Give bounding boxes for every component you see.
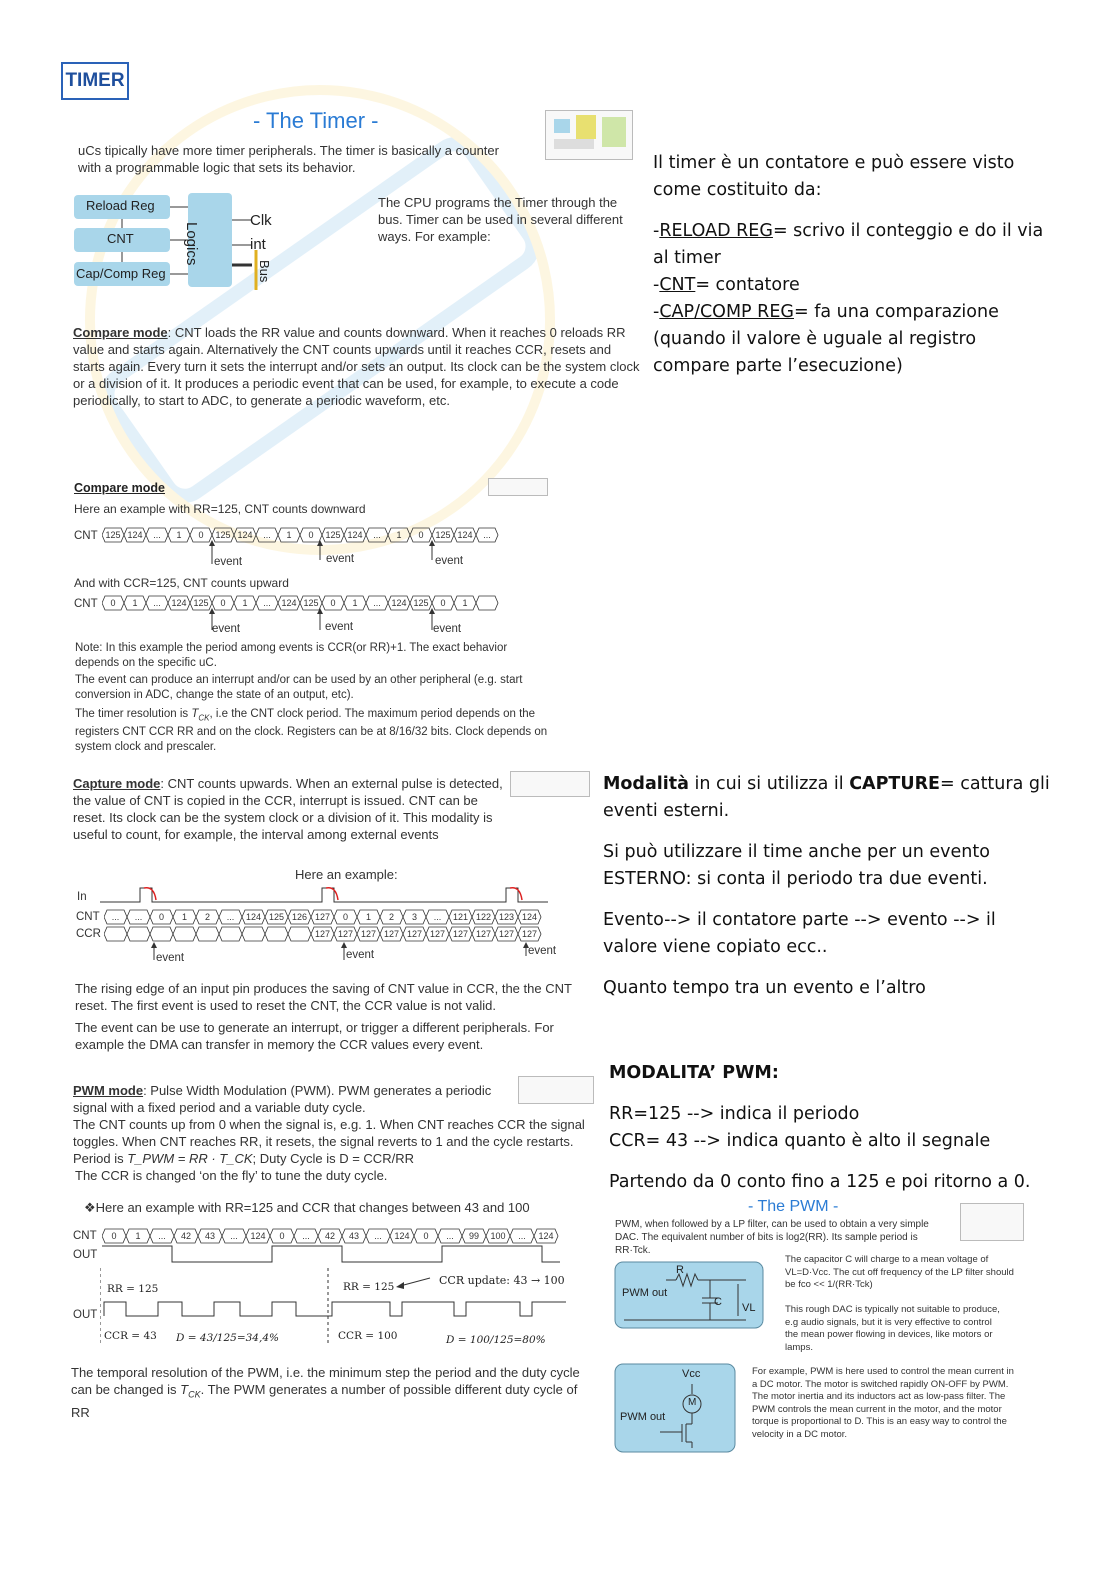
event-label: event <box>212 623 241 635</box>
capture-cnt-value: 126 <box>291 912 308 923</box>
slide-thumbnail <box>545 110 633 160</box>
motor-label: M <box>688 1397 697 1408</box>
rr-label-1: RR = 125 <box>107 1283 159 1295</box>
capture-cnt-value: 2 <box>388 912 395 923</box>
capcomp-label: Cap/Comp Reg <box>76 266 166 281</box>
duty-label-1: D = 43/125=34,4% <box>176 1332 279 1344</box>
capture-ccr-cell <box>265 927 288 941</box>
compare-row1-value: 125 <box>215 530 231 541</box>
compare-row2-value: 0 <box>110 598 116 609</box>
capture-ccr-cell <box>219 927 242 941</box>
compare-row1-value: 0 <box>198 530 204 541</box>
tck-symbol: T <box>191 708 199 720</box>
capture-ccr-label: CCR <box>76 928 101 940</box>
bus-label: Bus <box>257 260 272 283</box>
notes-pwm-l1: RR=125 --> indica il periodo <box>609 1104 860 1124</box>
event-label: event <box>325 621 354 633</box>
pwm-cnt-value: 99 <box>468 1231 480 1242</box>
capture-ccr-cell <box>196 927 219 941</box>
capture-ccr-value: 127 <box>498 929 515 940</box>
ccr-label-1: CCR = 43 <box>104 1330 157 1342</box>
reload-reg-label: Reload Reg <box>86 198 155 213</box>
pwm-mode-label: PWM mode <box>73 1083 144 1098</box>
compare-row2-value: 0 <box>220 598 226 609</box>
tck-subscript: CK <box>198 713 210 723</box>
pwm-cnt-value: 43 <box>348 1231 360 1242</box>
pwm-cnt-value: ... <box>518 1231 526 1242</box>
pwm-cnt-value: 0 <box>111 1231 117 1242</box>
compare-row2-value: 1 <box>132 598 138 609</box>
pwm-mode-text3: The CCR is changed ‘on the fly’ to tune the duty cycle. <box>75 1168 388 1183</box>
event-label: event <box>326 553 355 565</box>
pwm-cnt-value: 100 <box>490 1231 506 1242</box>
capture-ccr-cell <box>127 927 150 941</box>
compare-row1-value: 124 <box>237 530 253 541</box>
capture-ccr-cell <box>104 927 127 941</box>
compare-row2-value: 125 <box>303 598 319 609</box>
ccr-label-2: CCR = 100 <box>338 1330 398 1342</box>
dac-text: This rough DAC is typically not suitable to produce, e.g audio signals, but it is very effective to control the mean power flowing in devices, like motors or lamps. <box>785 1304 1000 1353</box>
capture-ccr-cell <box>288 927 311 941</box>
compare-row1-value: 124 <box>127 530 143 541</box>
notes-capture-p4: Quanto tempo tra un evento e l’altro <box>603 978 926 998</box>
event-label: event <box>433 623 462 635</box>
pwm-example: ❖Here an example with RR=125 and CCR that changes between 43 and 100 <box>84 1200 530 1215</box>
compare-row2-value: 124 <box>171 598 187 609</box>
capture-ccr-value: 127 <box>337 929 354 940</box>
int-label: int <box>250 236 266 253</box>
pwm-cnt-value: 1 <box>135 1231 141 1242</box>
pwm-slide-title: - The PWM - <box>748 1198 839 1215</box>
capture-p2: The event can be use to generate an interrupt, or trigger a different peripherals. For example the DMA can transfer in memory the CCR values every event. <box>75 1020 554 1052</box>
notes-cap-label: CAP/COMP REG <box>659 302 794 322</box>
pwm-cnt-value: 124 <box>538 1231 554 1242</box>
capture-ccr-value: 127 <box>429 929 446 940</box>
capture-ccr-value: 127 <box>383 929 400 940</box>
compare-row2-value: ... <box>373 598 381 609</box>
cnt-label: CNT <box>107 231 134 246</box>
motor-text: For example, PWM is here used to control the mean current in a DC motor. The motor is switched rapidly ON-OFF by PWM. The motor inertia and its inductors act as low-pass filter. The PWM controls the mean current in the motor, and the motor torque is proportional to D. This is an easy way to control the velocity in a DC motor. <box>752 1366 1014 1440</box>
pwm-cnt-value: 42 <box>324 1231 336 1242</box>
notes-capture-p2: Si può utilizzare il time anche per un evento ESTERNO: si conta il periodo tra due eventi. <box>603 842 990 889</box>
compare-row1-value: 1 <box>286 530 292 541</box>
capture-ccr-cell <box>173 927 196 941</box>
compare-row2-value: 124 <box>281 598 297 609</box>
compare-row1-value: ... <box>373 530 381 541</box>
capture-cnt-value: 1 <box>365 912 372 923</box>
capture-ccr-cell <box>242 927 265 941</box>
clk-label: Clk <box>250 212 272 229</box>
notes-capture-bold1: Modalità <box>603 774 689 794</box>
capture-mode-text: : CNT counts upwards. When an external pulse is detected, the value of CNT is copied in the CCR, interrupt is issued. CNT can be reset. Its clock can be the system clock or a division of it. This modality is useful to count, for example, the interval among external events <box>73 776 503 842</box>
duty-formula: ; Duty Cycle is D = CCR/RR <box>252 1151 414 1166</box>
compare-row1-value: ... <box>263 530 271 541</box>
compare-note1: Note: In this example the period among events is CCR(or RR)+1. The exact behavior depends on the specific uC. <box>75 642 508 669</box>
pwm-cnt-value: 124 <box>250 1231 266 1242</box>
compare-row2-value: 1 <box>242 598 248 609</box>
event-label: event <box>346 949 375 961</box>
event-label: event <box>156 952 185 964</box>
compare-row1-value: 125 <box>325 530 341 541</box>
event-label: event <box>528 945 557 957</box>
section-tag: TIMER <box>61 62 129 100</box>
capture-ccr-value: 127 <box>452 929 469 940</box>
pwm-cnt-value: 124 <box>394 1231 410 1242</box>
compare-note3a: The timer resolution is <box>75 708 189 720</box>
event-label: event <box>435 555 464 567</box>
compare-mode-text: : CNT loads the RR value and counts downward. When it reaches 0 reloads RR value and starts again. Alternatively the CNT counts upwards until it reaches CCR, resets and starts again. Every turn it sets the interrupt and/or sets an output. Its clock can be the system clock or a division of it. It produces a periodic event that can be used, for example, to execute a code periodically, to start to ADC, to generate a periodic waveform, etc. <box>73 325 640 408</box>
capture-ccr-value: 127 <box>314 929 331 940</box>
notes-cap-text: = fa una comparazione (quando il valore è uguale al registro compare parte l’esecuzione) <box>653 302 999 376</box>
pwm-mode-text2: The CNT counts up from 0 when the signal is, e.g. 1. When CNT reaches CCR the signal toggles. When CNT reaches RR, it resets, the signal reverts to 1 and the cycle restarts. Period is <box>73 1117 585 1166</box>
compare-row2-label: CNT <box>74 598 98 610</box>
notes-timer-intro: Il timer è un contatore e può essere visto come costituito da: <box>653 153 1015 200</box>
logics-label: Logics <box>183 222 200 266</box>
compare-row2-value: ... <box>263 598 271 609</box>
notes-capture-bold2: CAPTURE <box>849 774 940 794</box>
pwm-out-label: PWM out <box>622 1287 668 1299</box>
pwm-cnt-value: ... <box>446 1231 454 1242</box>
pwm-slide2-intro: PWM, when followed by a LP filter, can be used to obtain a very simple DAC. The equivalent number of bits is log2(RR). Its sample period is RR·Tck. <box>615 1219 929 1256</box>
compare-row1-value: 0 <box>308 530 314 541</box>
capture-cnt-value: 124 <box>521 912 538 923</box>
cpu-text: The CPU programs the Timer through the bus. Timer can be used in several different ways. For example: <box>378 195 623 244</box>
pwm-cnt-label: CNT <box>73 1230 97 1242</box>
compare-row1-value: ... <box>483 530 491 541</box>
notes-cnt-label: CNT <box>659 275 696 295</box>
compare-note3b: , i.e the CNT clock period. The maximum period depends on the registers CNT CCR RR and on the clock. Registers can be at 8/16/32 bits. Clock depends on system clock and prescaler. <box>75 708 548 754</box>
notes-pwm-l2: CCR= 43 --> indica quanto è alto il segnale <box>609 1131 991 1151</box>
notes-capture-end: = cattura gli eventi esterni. <box>603 774 1050 821</box>
event-label: event <box>214 556 243 568</box>
thumbnail-diagram <box>546 111 632 159</box>
pwm-out-label: OUT <box>73 1249 98 1261</box>
pwm-cnt-value: 0 <box>423 1231 429 1242</box>
pwm-cnt-value: 43 <box>204 1231 216 1242</box>
pwm-cnt-value: ... <box>374 1231 382 1242</box>
capture-cnt-value: 127 <box>314 912 331 923</box>
capture-cnt-value: ... <box>226 912 235 923</box>
capture-ccr-value: 127 <box>360 929 377 940</box>
pwm-out-motor-label: PWM out <box>620 1411 666 1423</box>
timer-slide-title: - The Timer - <box>253 108 379 133</box>
notes-capture <box>603 771 1053 1016</box>
capture-ccr-value: 127 <box>475 929 492 940</box>
motor-circuit <box>614 1362 738 1456</box>
capture-cnt-value: 3 <box>411 912 418 923</box>
pwm-cnt-value: ... <box>158 1231 166 1242</box>
capture-cnt-value: ... <box>134 912 143 923</box>
pwm-resolution2: . The PWM generates a number of possible different duty cycle of RR <box>71 1382 578 1420</box>
capture-cnt-value: 124 <box>245 912 262 923</box>
compare-row2-value: 1 <box>462 598 468 609</box>
capture-ccr-value: 127 <box>406 929 423 940</box>
resistor-label: R <box>676 1264 684 1276</box>
notes-cnt-text: = contatore <box>695 275 800 295</box>
compare-row1-value: 125 <box>105 530 121 541</box>
tck-subscript: CK <box>188 1389 201 1400</box>
ccr-update-label: CCR update: 43 → 100 <box>439 1274 565 1287</box>
compare-note2: The event can produce an interrupt and/or can be used by an other peripheral (e.g. start conversion in ADC, change the state of an output, etc). <box>75 674 523 701</box>
capture-example-label: Here an example: <box>295 867 398 882</box>
capture-event-arrows <box>140 942 540 962</box>
notes-pwm-l3: Partendo da 0 conto fino a 125 e poi ritorno a 0. <box>609 1172 1031 1192</box>
compare-row1-value: 0 <box>418 530 424 541</box>
capture-p1: The rising edge of an input pin produces the saving of CNT value in CCR, the the CNT reset. The first event is used to reset the CNT, the CCR value is not valid. <box>75 981 572 1013</box>
compare-row1-value: 1 <box>396 530 402 541</box>
slide-thumbnail <box>960 1203 1024 1241</box>
capture-cnt-value: ... <box>111 912 120 923</box>
pwm-mode-text1: : Pulse Width Modulation (PWM). PWM generates a periodic signal with a fixed period and a variable duty cycle. <box>73 1083 492 1115</box>
slide-thumbnail <box>488 478 548 496</box>
pwm-cnt-value: 0 <box>279 1231 285 1242</box>
compare-row1-value: 1 <box>176 530 182 541</box>
capture-cnt-label: CNT <box>76 911 100 923</box>
compare-example2: And with CCR=125, CNT counts upward <box>74 576 289 590</box>
notes-capture-mid: in cui si utilizza il <box>688 774 850 794</box>
capture-cnt-value: 0 <box>342 912 349 923</box>
capture-ccr-value: 127 <box>521 929 538 940</box>
compare-row2-value: 124 <box>391 598 407 609</box>
timer-intro: uCs tipically have more timer peripherals. The timer is basically a counter with a programmable logic that sets its behavior. <box>78 143 499 175</box>
compare-row2-value: 1 <box>352 598 358 609</box>
vl-label: VL <box>742 1302 756 1314</box>
compare-row1-label: CNT <box>74 530 98 542</box>
capture-cnt-value: 1 <box>181 912 188 923</box>
duty-label-2: D = 100/125=80% <box>446 1334 546 1346</box>
tck-symbol: T <box>180 1382 189 1397</box>
capture-cnt-sequence <box>104 909 546 927</box>
compare-example1: Here an example with RR=125, CNT counts downward <box>74 502 366 516</box>
capture-cnt-value: 125 <box>268 912 285 923</box>
pwm-cnt-value: ... <box>230 1231 238 1242</box>
pwm-resolution: The temporal resolution of the PWM, i.e. the minimum step the period and the duty cycle can be changed is <box>71 1365 580 1397</box>
compare-row1-value: 124 <box>347 530 363 541</box>
capture-in-label: In <box>77 891 87 903</box>
notes-capture-p3: Evento--> il contatore parte --> evento --> il valore viene copiato ecc.. <box>603 910 996 957</box>
pwm-out2-label: OUT <box>73 1309 98 1321</box>
compare-row2-value: 0 <box>330 598 336 609</box>
pwm-cnt-value: ... <box>302 1231 310 1242</box>
notes-timer: Il timer è un contatore e può essere visto come costituito da: -RELOAD REG= scrivo il conteggio e do il via al timer -CNT= contatore -CAP/COMP REG= fa una comparazione (quando il valore è uguale al registro compare parte l’esecuzione) <box>653 150 1053 380</box>
capacitor-text: The capacitor C will charge to a mean voltage of VL=D·Vcc. The cut off frequency of the LP filter should be fco << 1/(RR·Tck) <box>785 1254 1014 1290</box>
notes-pwm <box>609 1060 1049 1196</box>
capture-mode-label: Capture mode <box>73 776 161 791</box>
notes-reload-text: = scrivo il conteggio e do il via al timer <box>653 221 1044 268</box>
notes-reload-label: RELOAD REG <box>659 221 773 241</box>
period-formula: T_PWM = RR · T_CK <box>127 1151 253 1166</box>
rr-label-2: RR = 125 <box>343 1281 395 1293</box>
capture-input-waveform <box>100 882 550 908</box>
capture-cnt-value: 2 <box>204 912 211 923</box>
compare-row1-value: 124 <box>457 530 473 541</box>
capture-cnt-value: 0 <box>158 912 165 923</box>
compare-row2-value: 125 <box>413 598 429 609</box>
compare-heading: Compare mode <box>74 481 165 495</box>
compare-row2-value: 0 <box>440 598 446 609</box>
capacitor-label: C <box>714 1296 722 1308</box>
capture-cnt-value: 123 <box>498 912 515 923</box>
pwm-cnt-value: 42 <box>180 1231 192 1242</box>
vcc-label: Vcc <box>682 1368 701 1380</box>
compare-mode-label: Compare mode <box>73 325 168 340</box>
notes-pwm-heading: MODALITA’ PWM: <box>609 1063 779 1083</box>
capture-cnt-value: 122 <box>475 912 492 923</box>
compare-row1-value: 125 <box>435 530 451 541</box>
capture-cnt-value: 121 <box>452 912 469 923</box>
slide-thumbnail <box>518 1076 594 1104</box>
capture-ccr-cell <box>150 927 173 941</box>
capture-cnt-value: ... <box>433 912 442 923</box>
slide-thumbnail <box>510 771 590 797</box>
compare-row2-value: 125 <box>193 598 209 609</box>
compare-row2-value: ... <box>153 598 161 609</box>
compare-row1-value: ... <box>153 530 161 541</box>
